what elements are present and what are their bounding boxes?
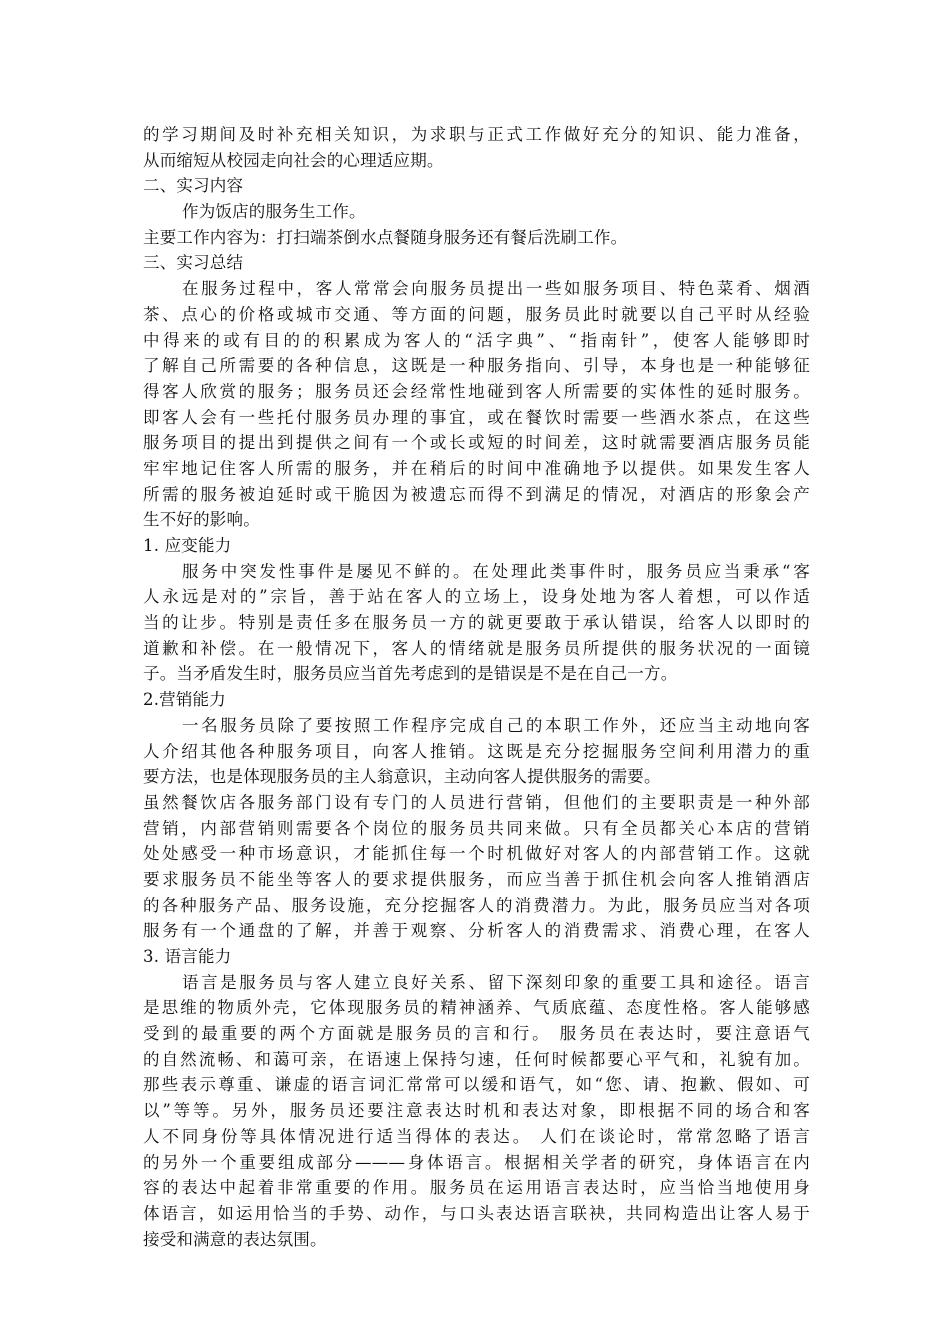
paragraph-last-line: 生不好的影响。 [143, 510, 260, 530]
text-line: 的自然流畅、和蔼可亲，在语速上保持匀速，任何时候都要心平气和，礼貌有加。 [143, 1049, 810, 1069]
text-line: 营销，内部营销则需要各个岗位的服务员共同来做。只有全员都关心本店的营销 [143, 818, 810, 838]
text-line: 了解自己所需要的各种信息，这既是一种服务指向、引导，本身也是一种能够征 [143, 356, 810, 376]
paragraph-last-line: 接受和满意的表达氛围。 [143, 1229, 327, 1249]
paragraph-first-line: 语言是服务员与客人建立良好关系、留下深刻印象的重要工具和途径。语言 [182, 972, 810, 992]
paragraph-first-line: 在服务过程中，客人常常会向服务员提出一些如服务项目、特色菜肴、烟酒 [182, 279, 810, 299]
text-line: 人永远是对的”宗旨，善于站在客人的立场上，设身处地为客人着想，可以作适 [143, 587, 810, 607]
text-line: 中得来的或有目的的积累成为客人的“活字典”、“指南针”，使客人能够即时 [143, 330, 810, 350]
text-line: 得客人欣赏的服务；服务员还会经常性地碰到客人所需要的实体性的延时服务。 [143, 381, 810, 401]
text-line: 当的让步。特别是责任多在服务员一方的就更要敢于承认错误，给客人以即时的 [143, 613, 810, 633]
text-line: 那些表示尊重、谦虚的语言词汇常常可以缓和语气，如“您、请、抱歉、假如、可 [143, 1075, 810, 1095]
text-line: 人介绍其他各种服务项目，向客人推销。这既是充分挖掘服务空间利用潜力的重 [143, 741, 810, 761]
text-line: 体语言，如运用恰当的手势、动作，与口头表达语言联袂，共同构造出让客人易于 [143, 1203, 810, 1223]
text-line: 即客人会有一些托付服务员办理的事宜，或在餐饮时需要一些酒水茶点，在这些 [143, 407, 810, 427]
text-line: 所需的服务被迫延时或干脆因为被遗忘而得不到满足的情况，对酒店的形象会产 [143, 484, 810, 504]
text-line: 牢牢地记住客人所需的服务，并在稍后的时间中准确地予以提供。如果发生客人 [143, 458, 810, 478]
paragraph-last-line: 从而缩短从校园走向社会的心理适应期。 [143, 150, 444, 170]
text-line: 服务有一个通盘的了解，并善于观察、分析客人的消费需求、消费心理，在客人 [143, 921, 810, 941]
text-line: 以”等等。另外，服务员还要注意表达时机和表达对象，即根据不同的场合和客 [143, 1101, 810, 1121]
text-line: 的另外一个重要组成部分———身体语言。根据相关学者的研究，身体语言在内 [143, 1152, 810, 1172]
text-line: 要求服务员不能坐等客人的要求提供服务，而应当善于抓住机会向客人推销酒店 [143, 869, 810, 889]
section-heading: 3. 语言能力 [143, 947, 232, 966]
section-heading: 二、实习内容 [143, 176, 244, 196]
section-heading: 2.营销能力 [143, 690, 226, 710]
paragraph-last-line: 主要工作内容为：打扫端茶倒水点餐随身服务还有餐后洗刷工作。 [143, 227, 628, 247]
text-line: 的学习期间及时补充相关知识，为求职与正式工作做好充分的知识、能力准备， [143, 125, 810, 144]
text-line: 受到的最重要的两个方面就是服务员的言和行。 服务员在表达时，要注意语气 [143, 1024, 810, 1044]
paragraph-first-line: 一名服务员除了要按照工作程序完成自己的本职工作外，还应当主动地向客 [182, 715, 810, 735]
paragraph-single-line: 作为饭店的服务生工作。 [182, 202, 366, 222]
text-line: 容的表达中起着非常重要的作用。服务员在运用语言表达时，应当恰当地使用身 [143, 1178, 810, 1198]
paragraph-last-line: 要方法，也是体现服务员的主人翁意识，主动向客人提供服务的需要。 [143, 767, 661, 787]
text-line: 的各种服务产品、服务设施，充分挖掘客人的消费潜力。为此，服务员应当对各项 [143, 895, 810, 915]
section-heading: 1. 应变能力 [143, 536, 232, 555]
text-line: 人不同身份等具体情况进行适当得体的表达。 人们在谈论时，常常忽略了语言 [143, 1126, 810, 1146]
document-page [143, 122, 810, 1252]
section-heading: 三、实习总结 [143, 253, 244, 273]
text-line: 道歉和补偿。在一般情况下，客人的情绪就是服务员所提供的服务状况的一面镜 [143, 638, 810, 658]
text-line: 茶、点心的价格或城市交通、等方面的问题，服务员此时就要以自己平时从经验 [143, 304, 810, 324]
paragraph-first-line: 服务中突发性事件是屡见不鲜的。在处理此类事件时，服务员应当秉承“客 [182, 561, 810, 581]
text-line: 服务项目的提出到提供之间有一个或长或短的时间差，这时就需要酒店服务员能 [143, 433, 810, 453]
text-line: 是思维的物质外壳，它体现服务员的精神涵养、气质底蕴、态度性格。客人能够感 [143, 998, 810, 1018]
text-line: 虽然餐饮店各服务部门设有专门的人员进行营销，但他们的主要职责是一种外部 [143, 792, 810, 812]
paragraph-last-line: 子。当矛盾发生时，服务员应当首先考虑到的是错误是不是在自己一方。 [143, 664, 678, 684]
text-line: 处处感受一种市场意识，才能抓住每一个时机做好对客人的内部营销工作。这就 [143, 844, 810, 864]
